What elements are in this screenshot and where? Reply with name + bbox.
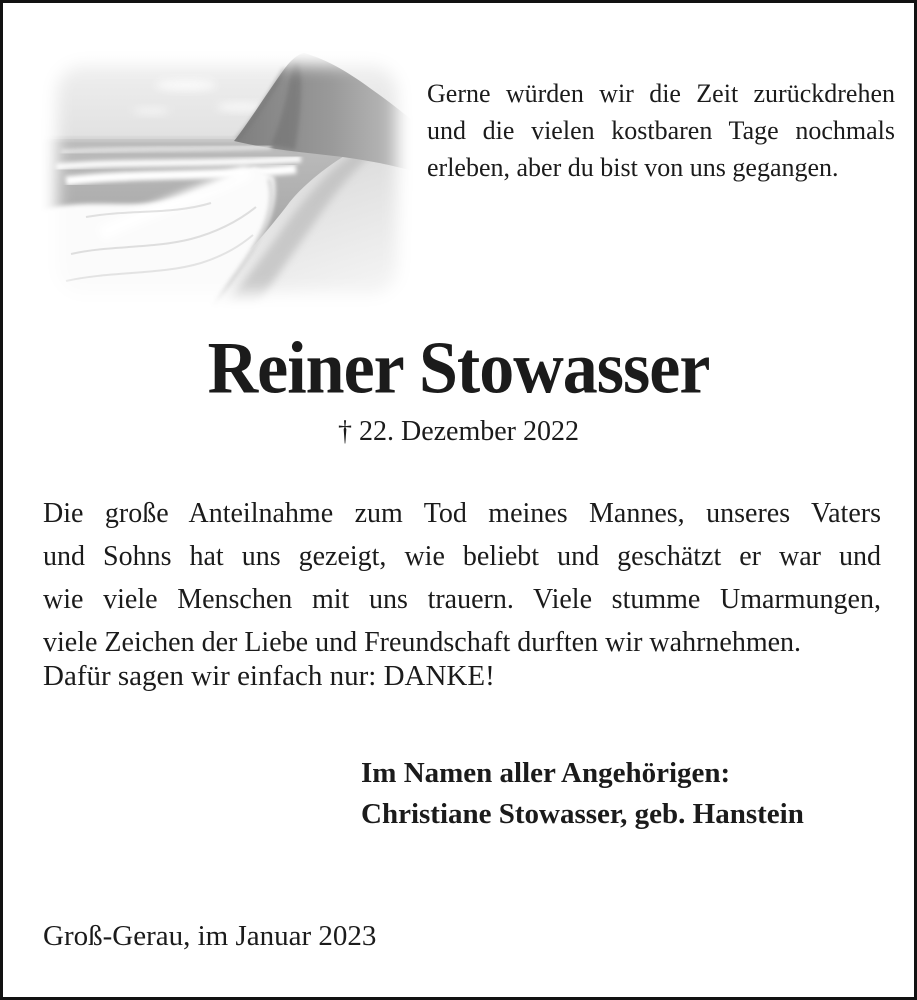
beach-photo <box>41 49 413 309</box>
beach-photo-graphic <box>41 49 413 309</box>
deceased-name: Reiner Stowasser <box>207 327 710 410</box>
signature-block <box>361 753 881 835</box>
opening-verse <box>427 75 895 186</box>
death-date: † 22. Dezember 2022 <box>337 416 580 447</box>
condolence-paragraph <box>43 492 881 664</box>
place-date-line: Groß-Gerau, im Januar 2023 <box>43 920 377 952</box>
body-line: viele Zeichen der Liebe und Freundschaft durften wir wahrnehmen. <box>43 627 802 658</box>
thanks-line: Dafür sagen wir einfach nur: DANKE! <box>43 660 495 692</box>
body-line: wie viele Menschen mit uns trauern. Viele stumme Umarmungen, <box>43 584 881 615</box>
signature-intro: Im Namen aller Angehörigen: <box>361 757 731 789</box>
signature-name: Christiane Stowasser, geb. Hanstein <box>361 798 804 830</box>
verse-line: und die vielen kostbaren Tage nochmals <box>427 116 895 145</box>
body-line: und Sohns hat uns gezeigt, wie beliebt und geschätzt er war und <box>43 541 881 572</box>
verse-line: erleben, aber du bist von uns gegangen. <box>427 153 839 182</box>
body-line: Die große Anteilnahme zum Tod meines Mannes, unseres Vaters <box>43 498 881 529</box>
verse-line: Gerne würden wir die Zeit zurückdrehen <box>427 79 895 108</box>
